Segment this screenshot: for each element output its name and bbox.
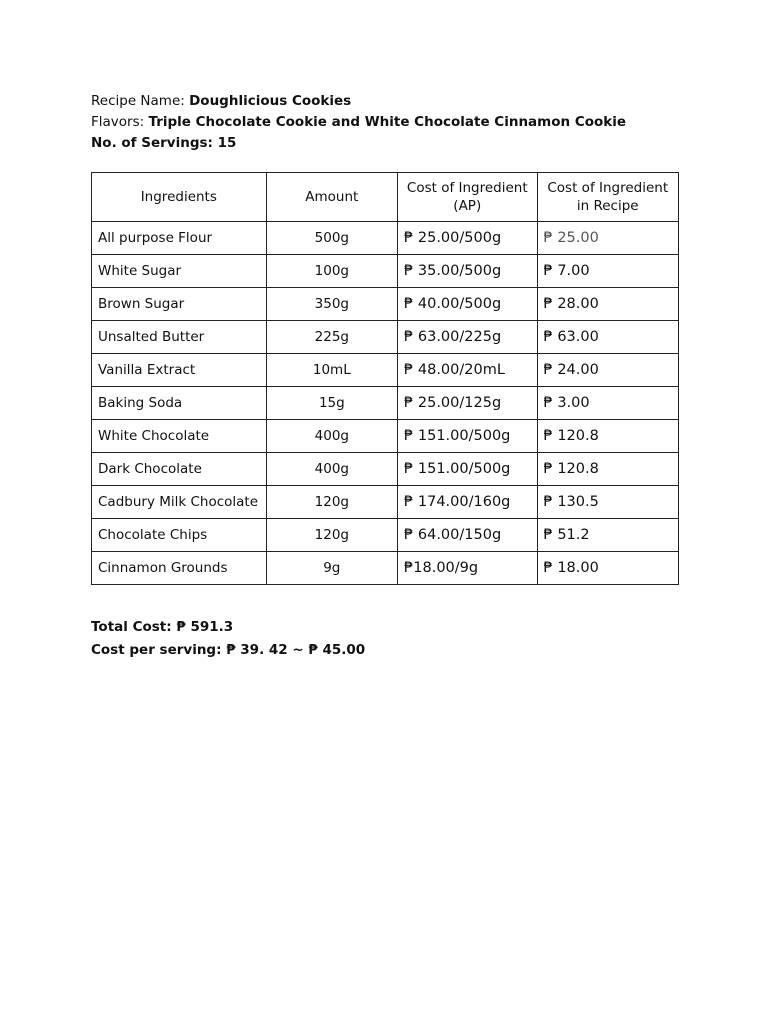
header-cost-ap: Cost of Ingredient (AP) — [398, 173, 537, 222]
amount-cell: 120g — [266, 519, 397, 552]
amount-cell: 100g — [266, 255, 397, 288]
flavors-label: Flavors: — [91, 114, 145, 130]
cost-recipe-cell: ₱ 120.8 — [537, 420, 679, 453]
header-cost-recipe: Cost of Ingredient in Recipe — [537, 173, 679, 222]
ingredient-cell: Dark Chocolate — [92, 453, 267, 486]
table-row — [92, 288, 679, 321]
cost-ap-cell: ₱ 151.00/500g — [398, 420, 537, 453]
cost-per-serving: Cost per serving: ₱ 39. 42 ~ ₱ 45.00 — [91, 642, 366, 658]
amount-cell: 350g — [266, 288, 397, 321]
recipe-header — [91, 91, 626, 154]
amount-cell: 500g — [266, 222, 397, 255]
amount-cell: 225g — [266, 321, 397, 354]
ingredient-cell: All purpose Flour — [92, 222, 267, 255]
cost-recipe-cell: ₱ 25.00 — [537, 222, 679, 255]
cost-ap-cell: ₱ 63.00/225g — [398, 321, 537, 354]
amount-cell: 400g — [266, 453, 397, 486]
cost-recipe-cell: ₱ 120.8 — [537, 453, 679, 486]
table-row — [92, 420, 679, 453]
header-amount: Amount — [266, 173, 397, 222]
cost-ap-cell: ₱ 25.00/500g — [398, 222, 537, 255]
table-row — [92, 222, 679, 255]
cost-recipe-cell: ₱ 28.00 — [537, 288, 679, 321]
table-row — [92, 354, 679, 387]
servings-line: No. of Servings: 15 — [91, 135, 237, 151]
ingredient-cell: White Sugar — [92, 255, 267, 288]
ingredient-cost-table — [91, 172, 679, 585]
ingredient-cell: Cadbury Milk Chocolate — [92, 486, 267, 519]
amount-cell: 9g — [266, 552, 397, 585]
amount-cell: 400g — [266, 420, 397, 453]
ingredient-cell: Baking Soda — [92, 387, 267, 420]
cost-ap-cell: ₱ 40.00/500g — [398, 288, 537, 321]
total-cost: Total Cost: ₱ 591.3 — [91, 619, 234, 635]
flavors-value: Triple Chocolate Cookie and White Chocolate Cinnamon Cookie — [148, 114, 627, 130]
ingredient-cell: Vanilla Extract — [92, 354, 267, 387]
cost-ap-cell: ₱ 35.00/500g — [398, 255, 537, 288]
recipe-name-line — [91, 91, 626, 112]
cost-recipe-cell: ₱ 130.5 — [537, 486, 679, 519]
table-row — [92, 552, 679, 585]
cost-ap-cell: ₱ 151.00/500g — [398, 453, 537, 486]
cost-recipe-cell: ₱ 51.2 — [537, 519, 679, 552]
table-row — [92, 255, 679, 288]
cost-ap-cell: ₱ 64.00/150g — [398, 519, 537, 552]
cost-ap-cell: ₱18.00/9g — [398, 552, 537, 585]
cost-ap-cell: ₱ 174.00/160g — [398, 486, 537, 519]
header-ingredients: Ingredients — [92, 173, 267, 222]
amount-cell: 10mL — [266, 354, 397, 387]
table-row — [92, 387, 679, 420]
ingredient-cell: White Chocolate — [92, 420, 267, 453]
amount-cell: 15g — [266, 387, 397, 420]
cost-recipe-cell: ₱ 7.00 — [537, 255, 679, 288]
ingredient-cell: Cinnamon Grounds — [92, 552, 267, 585]
cost-recipe-cell: ₱ 3.00 — [537, 387, 679, 420]
flavors-line — [91, 112, 626, 133]
cost-ap-cell: ₱ 25.00/125g — [398, 387, 537, 420]
ingredient-cell: Chocolate Chips — [92, 519, 267, 552]
cost-summary — [91, 616, 365, 662]
table-row — [92, 486, 679, 519]
recipe-name-label: Recipe Name: — [91, 93, 185, 109]
ingredient-cell: Unsalted Butter — [92, 321, 267, 354]
table-row — [92, 519, 679, 552]
table-row — [92, 321, 679, 354]
cost-recipe-cell: ₱ 24.00 — [537, 354, 679, 387]
table-header-row — [92, 173, 679, 222]
amount-cell: 120g — [266, 486, 397, 519]
cost-ap-cell: ₱ 48.00/20mL — [398, 354, 537, 387]
cost-recipe-cell: ₱ 63.00 — [537, 321, 679, 354]
table-row — [92, 453, 679, 486]
ingredient-cell: Brown Sugar — [92, 288, 267, 321]
cost-recipe-cell: ₱ 18.00 — [537, 552, 679, 585]
recipe-name-value: Doughlicious Cookies — [189, 93, 352, 109]
